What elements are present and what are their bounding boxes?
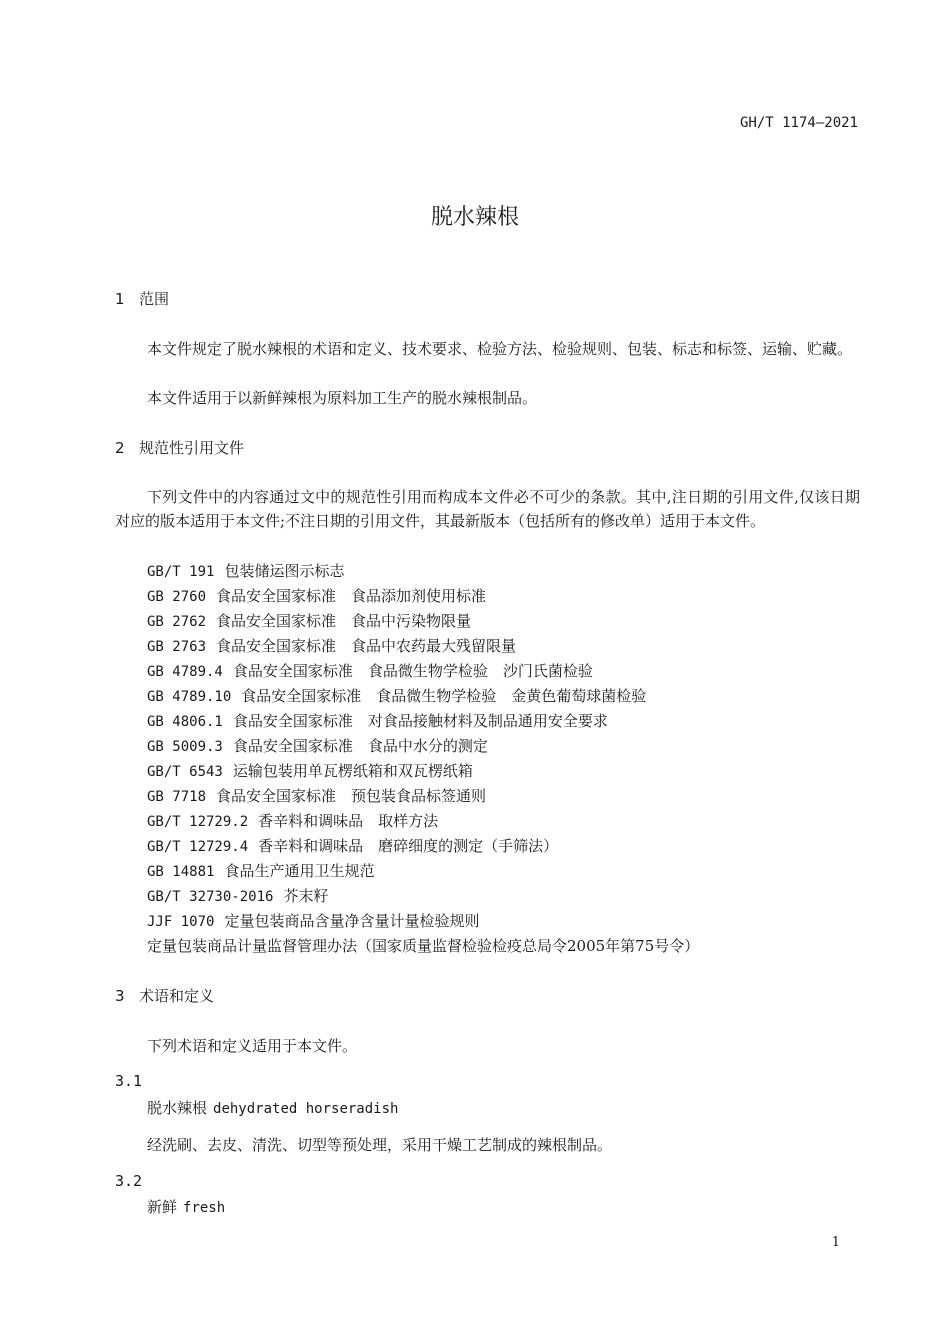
reference-title: 芥末籽 bbox=[283, 887, 329, 905]
reference-code: GB 4806.1 bbox=[147, 714, 223, 730]
reference-title: 香辛料和调味品 磨碎细度的测定（手筛法） bbox=[258, 837, 559, 855]
list-item bbox=[147, 684, 699, 709]
term-chinese: 脱水辣根 bbox=[147, 1099, 208, 1117]
term-definition: 经洗刷、去皮、清洗、切型等预处理，采用干燥工艺制成的辣根制品。 bbox=[147, 1136, 613, 1154]
reference-code: GB/T 12729.4 bbox=[147, 839, 249, 855]
reference-code: GB/T 12729.2 bbox=[147, 814, 249, 830]
reference-code: GB 7718 bbox=[147, 789, 207, 805]
section-heading-normative-refs bbox=[115, 437, 244, 458]
term-number: 3.2 bbox=[115, 1172, 143, 1190]
normative-refs-intro: 下列文件中的内容通过文中的规范性引用而构成本文件必不可少的条款。其中,注日期的引用文件,仅该日期对应的版本适用于本文件;不注日期的引用文件，其最新版本（包括所有的修改单）适用于本文件。 bbox=[115, 488, 860, 530]
reference-code: GB 5009.3 bbox=[147, 739, 223, 755]
document-title: 脱水辣根 bbox=[430, 205, 519, 230]
list-item bbox=[147, 809, 699, 834]
list-item bbox=[147, 559, 699, 584]
reference-code: GB/T 191 bbox=[147, 564, 215, 580]
reference-code: GB/T 6543 bbox=[147, 764, 223, 780]
term-chinese: 新鲜 bbox=[147, 1198, 178, 1216]
terms-intro: 下列术语和定义适用于本文件。 bbox=[147, 1037, 358, 1055]
reference-list bbox=[147, 559, 699, 959]
reference-code: GB 14881 bbox=[147, 864, 215, 880]
section-title: 规范性引用文件 bbox=[139, 439, 245, 457]
reference-title: 食品安全国家标准 预包装食品标签通则 bbox=[216, 787, 487, 805]
reference-title: 定量包装商品计量监督管理办法（国家质量监督检验检疫总局令2005年第75号令） bbox=[147, 937, 700, 955]
list-item bbox=[147, 834, 699, 859]
reference-title: 食品安全国家标准 食品微生物学检验 沙门氏菌检验 bbox=[232, 662, 593, 680]
reference-title: 食品安全国家标准 食品中污染物限量 bbox=[216, 612, 472, 630]
list-item bbox=[147, 759, 699, 784]
section-number: 2 bbox=[115, 439, 125, 457]
reference-title: 定量包装商品含量净含量计量检验规则 bbox=[224, 912, 480, 930]
list-item bbox=[147, 634, 699, 659]
reference-title: 香辛料和调味品 取样方法 bbox=[258, 812, 439, 830]
term-english: dehydrated horseradish bbox=[213, 1101, 399, 1117]
reference-title: 运输包装用单瓦楞纸箱和双瓦楞纸箱 bbox=[232, 762, 473, 780]
term-heading bbox=[147, 1196, 225, 1217]
term-heading bbox=[147, 1097, 398, 1118]
scope-paragraph-2: 本文件适用于以新鲜辣根为原料加工生产的脱水辣根制品。 bbox=[147, 389, 538, 407]
reference-title: 食品生产通用卫生规范 bbox=[224, 862, 375, 880]
page-number: 1 bbox=[831, 1235, 840, 1250]
reference-title: 食品安全国家标准 食品添加剂使用标准 bbox=[216, 587, 487, 605]
list-item bbox=[147, 859, 699, 884]
reference-title: 食品安全国家标准 对食品接触材料及制品通用安全要求 bbox=[232, 712, 608, 730]
list-item bbox=[147, 609, 699, 634]
reference-code: GB/T 32730-2016 bbox=[147, 889, 274, 905]
list-item bbox=[147, 884, 699, 909]
term-number: 3.1 bbox=[115, 1072, 143, 1090]
section-title: 范围 bbox=[139, 290, 170, 308]
reference-code: GB 2763 bbox=[147, 639, 207, 655]
list-item bbox=[147, 584, 699, 609]
reference-title: 食品安全国家标准 食品中水分的测定 bbox=[232, 737, 488, 755]
list-item bbox=[147, 934, 699, 959]
section-number: 3 bbox=[115, 987, 125, 1005]
list-item bbox=[147, 734, 699, 759]
reference-title: 食品安全国家标准 食品中农药最大残留限量 bbox=[216, 637, 517, 655]
reference-code: GB 4789.4 bbox=[147, 664, 223, 680]
scope-paragraph-1: 本文件规定了脱水辣根的术语和定义、技术要求、检验方法、检验规则、包装、标志和标签、运输、贮藏。 bbox=[147, 340, 853, 358]
list-item bbox=[147, 709, 699, 734]
reference-title: 食品安全国家标准 食品微生物学检验 金黄色葡萄球菌检验 bbox=[241, 687, 647, 705]
section-title: 术语和定义 bbox=[139, 987, 215, 1005]
term-english: fresh bbox=[183, 1200, 226, 1216]
section-number: 1 bbox=[115, 290, 125, 308]
reference-code: GB 2760 bbox=[147, 589, 207, 605]
reference-title: 包装储运图示标志 bbox=[224, 562, 345, 580]
reference-code: JJF 1070 bbox=[147, 914, 215, 930]
list-item bbox=[147, 659, 699, 684]
list-item bbox=[147, 784, 699, 809]
standard-code: GH/T 1174—2021 bbox=[739, 115, 858, 131]
reference-code: GB 4789.10 bbox=[147, 689, 232, 705]
list-item bbox=[147, 909, 699, 934]
section-heading-scope bbox=[115, 288, 169, 309]
section-heading-terms bbox=[115, 985, 214, 1006]
reference-code: GB 2762 bbox=[147, 614, 207, 630]
